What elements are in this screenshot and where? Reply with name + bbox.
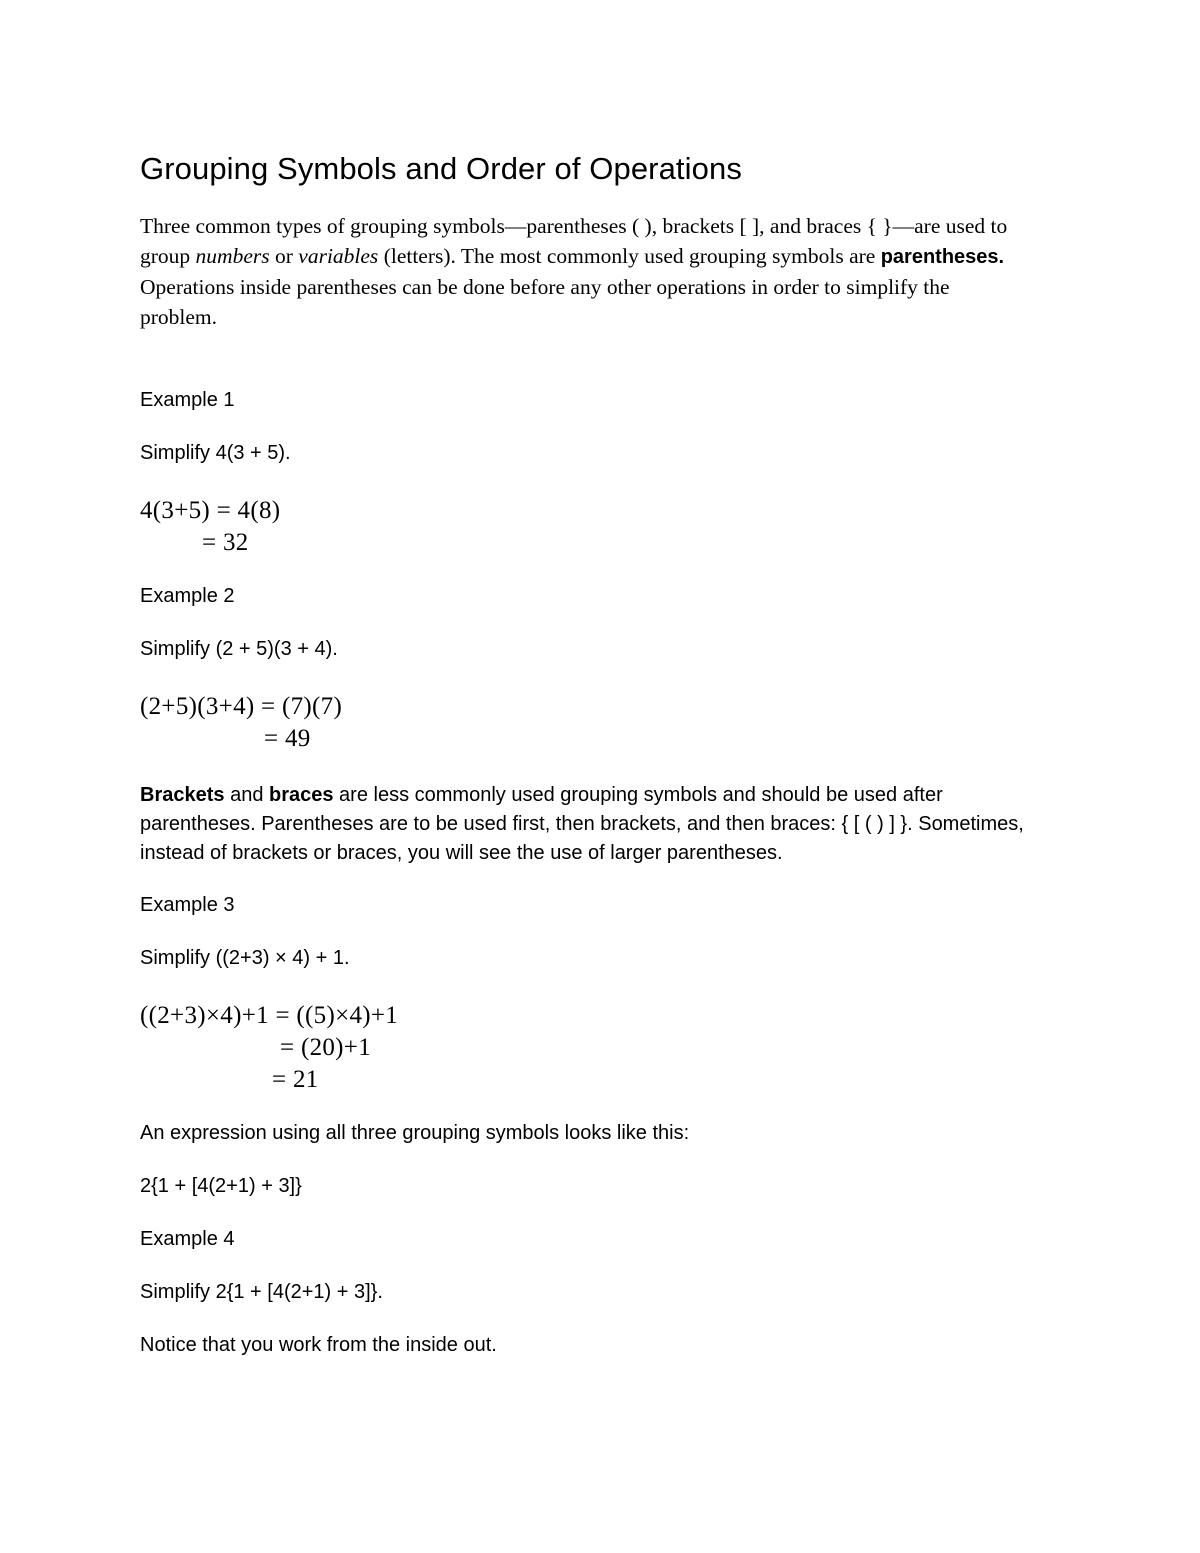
math-line: = 49 bbox=[264, 724, 311, 752]
all-three-intro: An expression using all three grouping symbols looks like this: bbox=[140, 1121, 690, 1144]
intro-italic-numbers: numbers bbox=[195, 244, 270, 269]
brackets-braces-paragraph bbox=[140, 781, 1030, 868]
intro-italic-variables: variables bbox=[298, 244, 379, 269]
intro-text-4: Operations inside parentheses can be done before any other operations in order to simplify the problem. bbox=[140, 274, 950, 330]
example-1-math bbox=[140, 495, 1030, 559]
example-2-math bbox=[140, 691, 1030, 755]
example-1-instruction: Simplify 4(3 + 5). bbox=[140, 441, 291, 464]
example-3-instruction: Simplify ((2+3) × 4) + 1. bbox=[140, 946, 350, 969]
closing-note: Notice that you work from the inside out. bbox=[140, 1333, 497, 1356]
spacer bbox=[140, 351, 1030, 389]
example-3-math bbox=[140, 1000, 1030, 1096]
intro-text-2: or bbox=[269, 244, 299, 269]
bold-braces: braces bbox=[269, 783, 334, 806]
example-1-label: Example 1 bbox=[140, 388, 235, 411]
example-4-label: Example 4 bbox=[140, 1227, 235, 1250]
math-line: ((2+3)×4)+1 = ((5)×4)+1 bbox=[140, 1001, 399, 1029]
intro-text-1: Three common types of grouping symbols—parentheses ( ), brackets [ ], and braces { }—are used to group bbox=[140, 213, 1008, 269]
bb-text-2: are less commonly used grouping symbols and should be used after parentheses. Parentheses are to be used first, then brackets, and then braces: { [ ( ) ] }. Sometimes, instead of brackets or braces, you will see the use of larger parentheses. bbox=[140, 783, 1024, 864]
intro-text-3: (letters). The most commonly used grouping symbols are bbox=[378, 244, 881, 269]
bb-text-1: and bbox=[224, 783, 269, 806]
example-4-instruction: Simplify 2{1 + [4(2+1) + 3]}. bbox=[140, 1280, 383, 1303]
example-2-instruction: Simplify (2 + 5)(3 + 4). bbox=[140, 637, 338, 660]
math-line: = 21 bbox=[272, 1065, 319, 1093]
example-3-label: Example 3 bbox=[140, 893, 235, 916]
all-three-expression: 2{1 + [4(2+1) + 3]} bbox=[140, 1174, 302, 1197]
bold-brackets: Brackets bbox=[140, 783, 225, 806]
page-title: Grouping Symbols and Order of Operations bbox=[140, 151, 742, 186]
math-line: (2+5)(3+4) = (7)(7) bbox=[140, 692, 343, 720]
intro-bold-parentheses: parentheses. bbox=[880, 246, 1005, 269]
example-2-label: Example 2 bbox=[140, 584, 235, 607]
math-line: 4(3+5) = 4(8) bbox=[140, 496, 281, 524]
intro-paragraph bbox=[140, 211, 1030, 333]
math-line: = (20)+1 bbox=[280, 1033, 371, 1061]
math-line: = 32 bbox=[202, 528, 249, 556]
